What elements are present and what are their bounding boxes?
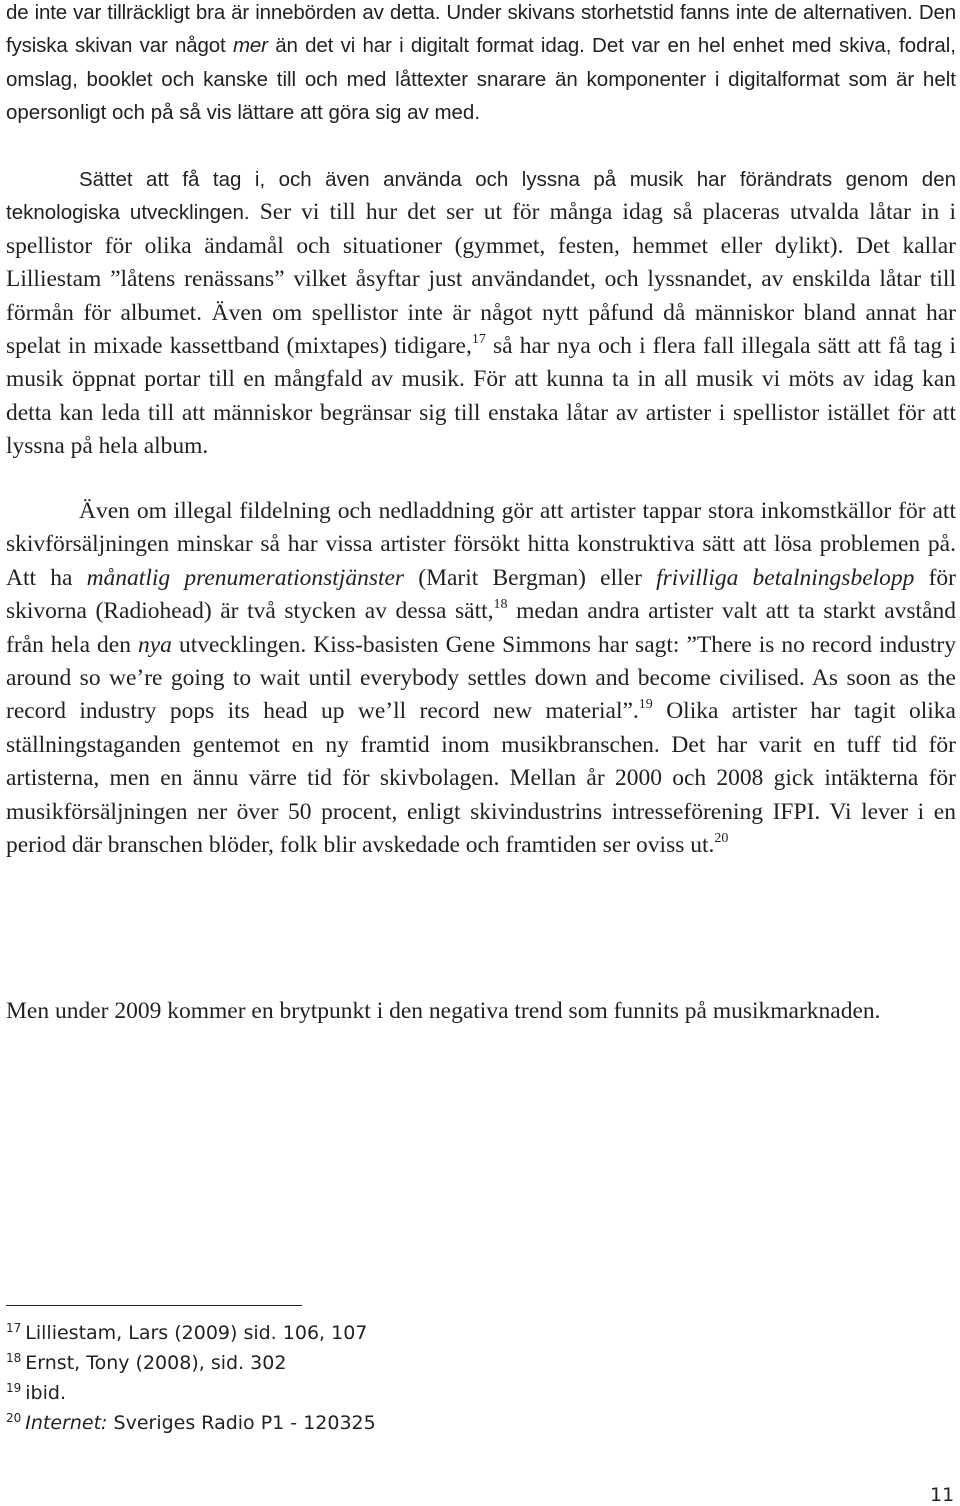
- footnote-text: Sveriges Radio P1 - 120325: [107, 1412, 376, 1434]
- paragraph-2-opening: Sättet att få tag i, och även använda och lyssna på musik har förändrats genom den teknologiska utvecklingen.: [6, 168, 956, 225]
- footnote-divider: [6, 1305, 302, 1306]
- paragraph-3-emphasis-2: frivilliga betalningsbelopp: [656, 564, 915, 591]
- paragraph-3-text-b: (Marit Bergman) eller: [404, 564, 657, 591]
- footnote-text: Ernst, Tony (2008), sid. 302: [25, 1352, 287, 1374]
- paragraph-2-continued: så har nya och i flera fall illegala sätt att få tag i musik öppnat portar till en mångfald av musik. För att kunna ta in all musik vi möts av idag kan detta kan leda till att människor begränsar sig till enstaka låtar av artister i spellistor istället för att lyssna på hela album.: [6, 333, 956, 460]
- footnote-18: [6, 1348, 376, 1378]
- footnote-number: 20: [6, 1411, 22, 1425]
- footnotes: [6, 1318, 376, 1438]
- footnote-ref-17: 17: [471, 332, 486, 348]
- footnote-number: 19: [6, 1381, 22, 1395]
- paragraph-1-line-3: Det var en hel enhet med skiva, fodral, omslag, booklet och kanske till och med låttexter snarare än komponenter i digitalformat som är helt opersonligt och på så vis lättare att göra sig av med.: [6, 34, 956, 125]
- footnote-20: [6, 1408, 376, 1438]
- footnote-ref-18: 18: [493, 597, 508, 613]
- paragraph-1-line-2b: än det vi har i digitalt format idag.: [267, 34, 593, 58]
- paragraph-1: [6, 0, 956, 130]
- paragraph-3-text-a: Även om illegal fildelning och nedladdning gör att artister tappar stora inkomstkällor för att skivförsäljningen minskar så har vissa artister försökt hitta konstruktiva sätt att lösa problemen på. Att ha: [6, 498, 956, 591]
- footnote-17: [6, 1318, 376, 1348]
- paragraph-1-emphasis: mer: [232, 34, 268, 58]
- footnote-19: [6, 1378, 376, 1408]
- paragraph-3-emphasis-1: månatlig prenumerationstjänster: [86, 564, 405, 591]
- paragraph-1-line-2a: inte de alternativen. Den fysiska skivan var något: [6, 1, 956, 58]
- paragraph-2-body: Ser vi till hur det ser ut för många idag så placeras utvalda låtar in i spellistor för olika ändamål och situationer (gymmet, festen, hemmet eller dylikt). Det kallar Lilliestam ”låtens renässans” vilket åsyftar just användandet, och lyssnandet, av enskilda låtar till förmån för albumet. Även om spellistor inte är något nytt påfund då människor bland annat har spelat in mixade kassettband (mixtapes) tidigare,: [6, 199, 956, 360]
- paragraph-3-text-e: utvecklingen. Kiss-basisten Gene Simmons har sagt: ”There is no record industry around so we’re going to wait until everybody settles down and become civilised. As soon as the record industry pops its head up we’ll record new material”.: [6, 631, 956, 725]
- footnote-number: 18: [6, 1351, 22, 1365]
- page-number: 11: [930, 1484, 955, 1506]
- footnote-text: ibid.: [25, 1382, 66, 1404]
- footnote-ref-19: 19: [638, 697, 653, 713]
- paragraph-3-text-c: för skivorna (Radiohead) är två stycken av dessa sätt,: [6, 564, 957, 625]
- footnote-label: Internet:: [25, 1412, 108, 1434]
- paragraph-3-text-d: medan andra artister valt att ta starkt avstånd från hela den: [6, 598, 956, 658]
- paragraph-1-line-1: de inte var tillräckligt bra är innebörden av detta. Under skivans storhetstid fanns: [6, 1, 730, 24]
- paragraph-3-emphasis-3: nya: [137, 631, 172, 658]
- footnote-ref-20: 20: [714, 831, 729, 847]
- paragraph-3-text-f: Olika artister har tagit olika ställningstaganden gentemot en ny framtid inom musikbranschen. Det har varit en tuff tid för artisterna, men en ännu värre tid för skivbolagen. Mellan år 2000 och 2008 gick intäkterna för musikförsäljningen ner över 50 procent, enligt skivindustrins intresseförening IFPI. Vi lever i en period där branschen blöder, folk blir avskedade och framtiden ser oviss ut.: [6, 698, 956, 859]
- paragraph-4: [6, 995, 956, 1028]
- footnote-number: 17: [6, 1321, 22, 1335]
- paragraph-4-text: Men under 2009 kommer en brytpunkt i den negativa trend som funnits på musikmarknaden.: [6, 998, 881, 1024]
- paragraph-3: [6, 495, 956, 862]
- footnote-text: Lilliestam, Lars (2009) sid. 106, 107: [25, 1322, 368, 1344]
- paragraph-2: [6, 163, 956, 464]
